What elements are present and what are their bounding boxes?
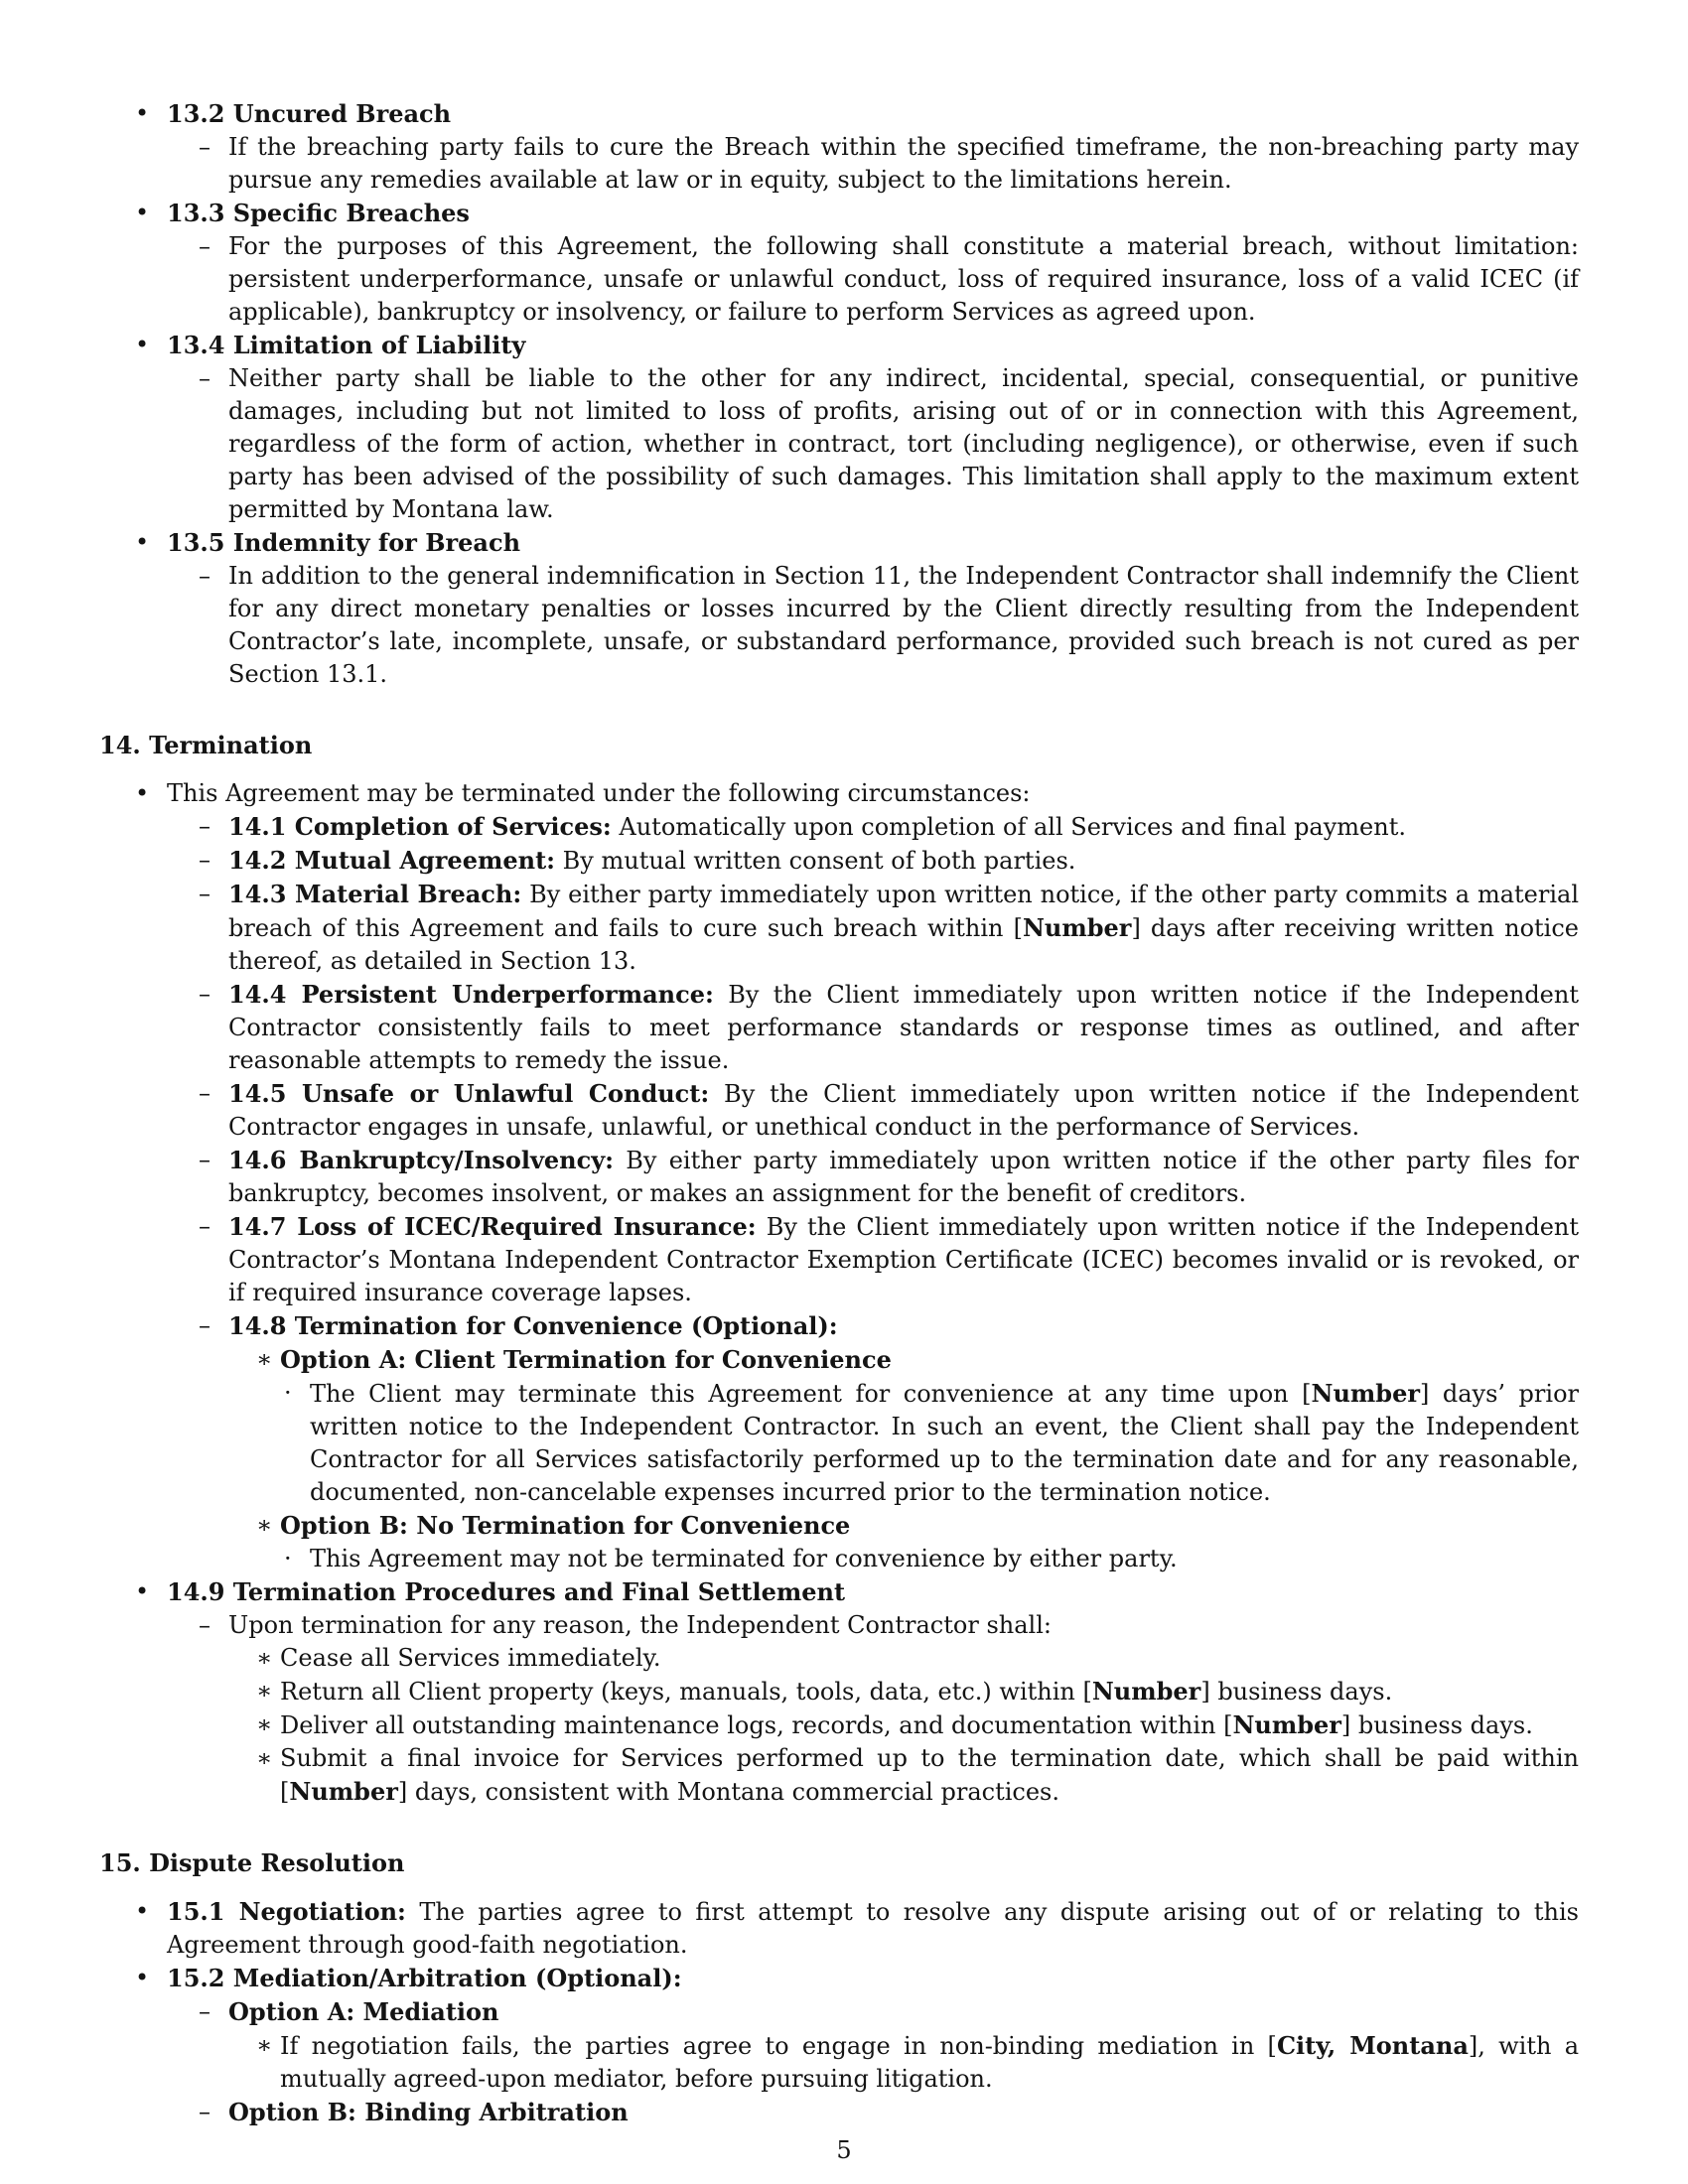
clause-text-item (167, 230, 1579, 329)
dash-icon: – (199, 1311, 211, 1339)
dot-icon: · (284, 1545, 292, 1572)
asterisk-icon: ∗ (256, 2031, 273, 2059)
procedure-text: Deliver all outstanding maintenance logs, records, and documentation within [ (280, 1711, 1233, 1739)
clause-15-1 (99, 1895, 1579, 1962)
option-title: Option A: Client Termination for Convenience (280, 1345, 892, 1374)
clause-14-9 (99, 1575, 1579, 1809)
procedures-intro (167, 1609, 1579, 1809)
page-body (99, 97, 1579, 2129)
option-text-item (228, 2029, 1579, 2096)
placeholder-number: Number (289, 1777, 398, 1806)
option-text: ] days’ prior written notice to the Independent Contractor. In such an event, the Client shall pay the Independent Contractor for all Services satisfactorily performed up to the termination date and for any reasonable, documented, non-cancelable expenses incurred prior to the termination notice. (310, 1380, 1579, 1506)
clause-13-3 (99, 197, 1579, 329)
procedure-text: Submit a final invoice for Services performed up to the termination date, which shall be paid within [ (280, 1744, 1579, 1806)
option-text-item (280, 1377, 1579, 1509)
dash-icon: – (199, 364, 211, 392)
dash-icon: – (199, 562, 211, 590)
procedure-item (228, 1742, 1579, 1809)
option-text: ], with a mutually agreed-upon mediator, before pursuing litigation. (280, 2032, 1579, 2093)
clause-title: 15.2 Mediation/Arbitration (Optional): (167, 1964, 682, 1992)
clause-title: 14.2 Mutual Agreement: (228, 846, 556, 875)
bullet-icon: • (135, 1964, 150, 1991)
dash-icon: – (199, 1146, 211, 1173)
clause-title: 13.5 Indemnity for Breach (167, 528, 521, 557)
clause-title: 13.3 Specific Breaches (167, 199, 470, 227)
clause-text: ] days after receiving written notice thereof, as detailed in Section 13. (228, 914, 1579, 975)
clause-title: 14.3 Material Breach: (228, 880, 522, 908)
option-title: Option B: No Termination for Convenience (280, 1511, 851, 1540)
bullet-icon: • (135, 331, 150, 358)
clause-text: By the Client immediately upon written notice if the Independent Contractor consistently fails to meet performance standards or response times as outlined, and after reasonable attempts to remedy the issue. (228, 981, 1579, 1074)
asterisk-icon: ∗ (256, 1710, 273, 1738)
clause-title: 14.5 Unsafe or Unlawful Conduct: (228, 1079, 710, 1108)
option-a (228, 1343, 1579, 1509)
clause-text-item (167, 362, 1579, 526)
option-title: Option A: Mediation (228, 1997, 499, 2026)
procedure-item (228, 1675, 1579, 1708)
dash-icon: – (199, 1212, 211, 1240)
placeholder-number: Number (1091, 1677, 1201, 1706)
clause-text: By the Client immediately upon written notice if the Independent Contractor engages in unsafe, unlawful, or unethical conduct in the performance of Services. (228, 1080, 1579, 1141)
procedure-text: ] days, consistent with Montana commercial practices. (397, 1778, 1059, 1806)
procedure-text: ] business days. (1340, 1711, 1533, 1739)
procedure-text: Cease all Services immediately. (280, 1644, 661, 1672)
option-text: If negotiation fails, the parties agree to engage in non-binding mediation in [ (280, 2032, 1277, 2060)
procedure-text: Return all Client property (keys, manuals, tools, data, etc.) within [ (280, 1678, 1092, 1706)
clause-title: 15.1 Negotiation: (167, 1897, 406, 1926)
option-text-item (280, 1543, 1579, 1575)
procedure-item (228, 1708, 1579, 1742)
section-heading-14: 14. Termination (99, 731, 313, 759)
bullet-icon: • (135, 1897, 150, 1925)
bullet-icon: • (135, 779, 150, 807)
placeholder-number: Number (1232, 1710, 1341, 1739)
clause-title: 14.7 Loss of ICEC/Required Insurance: (228, 1212, 757, 1241)
clause-text: By the Client immediately upon written notice if the Independent Contractor’s Montana Independent Contractor Exemption Certificate (ICEC) becomes invalid or is revoked, or if required insurance coverage lapses. (228, 1213, 1579, 1306)
clause-text: By either party immediately upon written notice, if the other party commits a material breach of this Agreement and fails to cure such breach within [ (228, 881, 1579, 942)
clause-title: 13.2 Uncured Breach (167, 99, 452, 128)
dash-icon: – (199, 980, 211, 1008)
option-text: This Agreement may not be terminated for convenience by either party. (310, 1545, 1178, 1572)
clause-title: 14.4 Persistent Underperformance: (228, 980, 714, 1009)
clause-14-6 (167, 1144, 1579, 1210)
bullet-icon: • (135, 1577, 150, 1605)
section-13-list (99, 97, 1579, 691)
clause-13-2 (99, 97, 1579, 197)
clause-14-3 (167, 878, 1579, 978)
dot-icon: · (284, 1379, 292, 1407)
dash-icon: – (199, 1611, 211, 1639)
clause-text: Neither party shall be liable to the other for any indirect, incidental, special, consequential, or punitive damages, including but not limited to loss of profits, arising out of or in connection with this Agreement, regardless of the form of action, whether in contract, tort (including negligence), or otherwise, even if such party has been advised of the possibility of such damages. This limitation shall apply to the maximum extent permitted by Montana law. (228, 364, 1579, 523)
bullet-icon: • (135, 528, 150, 556)
clause-14-8 (167, 1309, 1579, 1575)
clause-title: 14.1 Completion of Services: (228, 812, 612, 841)
asterisk-icon: ∗ (256, 1345, 273, 1373)
intro-text: This Agreement may be terminated under the following circumstances: (167, 779, 1031, 807)
placeholder-number: Number (1022, 913, 1132, 942)
clause-14-4 (167, 978, 1579, 1077)
asterisk-icon: ∗ (256, 1511, 273, 1539)
clause-text: In addition to the general indemnification in Section 11, the Independent Contractor shall indemnify the Client for any direct monetary penalties or losses incurred by the Client directly resulting from the Independent Contractor’s late, incomplete, unsafe, or substandard performance, provided such breach is not cured as per Section 13.1. (228, 562, 1579, 688)
clause-title: 13.4 Limitation of Liability (167, 331, 526, 359)
clause-text: The parties agree to first attempt to resolve any dispute arising out of or relating to this Agreement through good-faith negotiation. (167, 1898, 1579, 1959)
option-b (228, 1509, 1579, 1575)
clause-14-1 (167, 810, 1579, 844)
section-heading-15: 15. Dispute Resolution (99, 1848, 405, 1877)
clause-13-4 (99, 329, 1579, 526)
clause-title: 14.8 Termination for Convenience (Optional): (228, 1311, 838, 1340)
clause-text-item (167, 131, 1579, 197)
page-number: 5 (836, 2136, 852, 2164)
section-15-list (99, 1895, 1579, 2129)
dash-icon: – (199, 2098, 211, 2125)
dash-icon: – (199, 1997, 211, 2025)
procedure-item (228, 1642, 1579, 1675)
clause-title: 14.9 Termination Procedures and Final Settlement (167, 1577, 846, 1606)
clause-text: If the breaching party fails to cure the Breach within the specified timeframe, the non-breaching party may pursue any remedies available at law or in equity, subject to the limitations herein. (228, 133, 1579, 194)
asterisk-icon: ∗ (256, 1677, 273, 1705)
clause-text: Automatically upon completion of all Services and final payment. (611, 813, 1406, 841)
section-14-list (99, 777, 1579, 1809)
dash-icon: – (199, 133, 211, 161)
asterisk-icon: ∗ (256, 1644, 273, 1672)
clause-text: By mutual written consent of both parties. (555, 847, 1076, 875)
option-title: Option B: Binding Arbitration (228, 2098, 629, 2126)
option-a (167, 1995, 1579, 2096)
clause-14-2 (167, 844, 1579, 878)
bullet-icon: • (135, 99, 150, 127)
clause-text-item (167, 560, 1579, 691)
clause-13-5 (99, 526, 1579, 691)
clause-text: For the purposes of this Agreement, the following shall constitute a material breach, without limitation: persistent underperformance, unsafe or unlawful conduct, loss of required insurance, loss of a valid ICEC (if applicable), bankruptcy or insolvency, or failure to perform Services as agreed upon. (228, 232, 1579, 326)
placeholder-number: Number (1311, 1379, 1420, 1408)
dash-icon: – (199, 1079, 211, 1107)
dash-icon: – (199, 846, 211, 874)
clause-title: 14.6 Bankruptcy/Insolvency: (228, 1146, 615, 1174)
clause-15-2 (99, 1962, 1579, 2129)
termination-intro (99, 777, 1579, 1575)
bullet-icon: • (135, 199, 150, 226)
option-text: The Client may terminate this Agreement for convenience at any time upon [ (310, 1380, 1312, 1408)
placeholder-city: City, Montana (1276, 2031, 1469, 2060)
asterisk-icon: ∗ (256, 1744, 273, 1772)
dash-icon: – (199, 232, 211, 260)
dash-icon: – (199, 880, 211, 907)
clause-text: By either party immediately upon written notice if the other party files for bankruptcy, becomes insolvent, or makes an assignment for the benefit of creditors. (228, 1147, 1579, 1207)
clause-text: Upon termination for any reason, the Independent Contractor shall: (228, 1611, 1052, 1639)
dash-icon: – (199, 812, 211, 840)
clause-14-5 (167, 1077, 1579, 1144)
clause-14-7 (167, 1210, 1579, 1309)
option-b (167, 2096, 1579, 2129)
procedure-text: ] business days. (1200, 1678, 1393, 1706)
